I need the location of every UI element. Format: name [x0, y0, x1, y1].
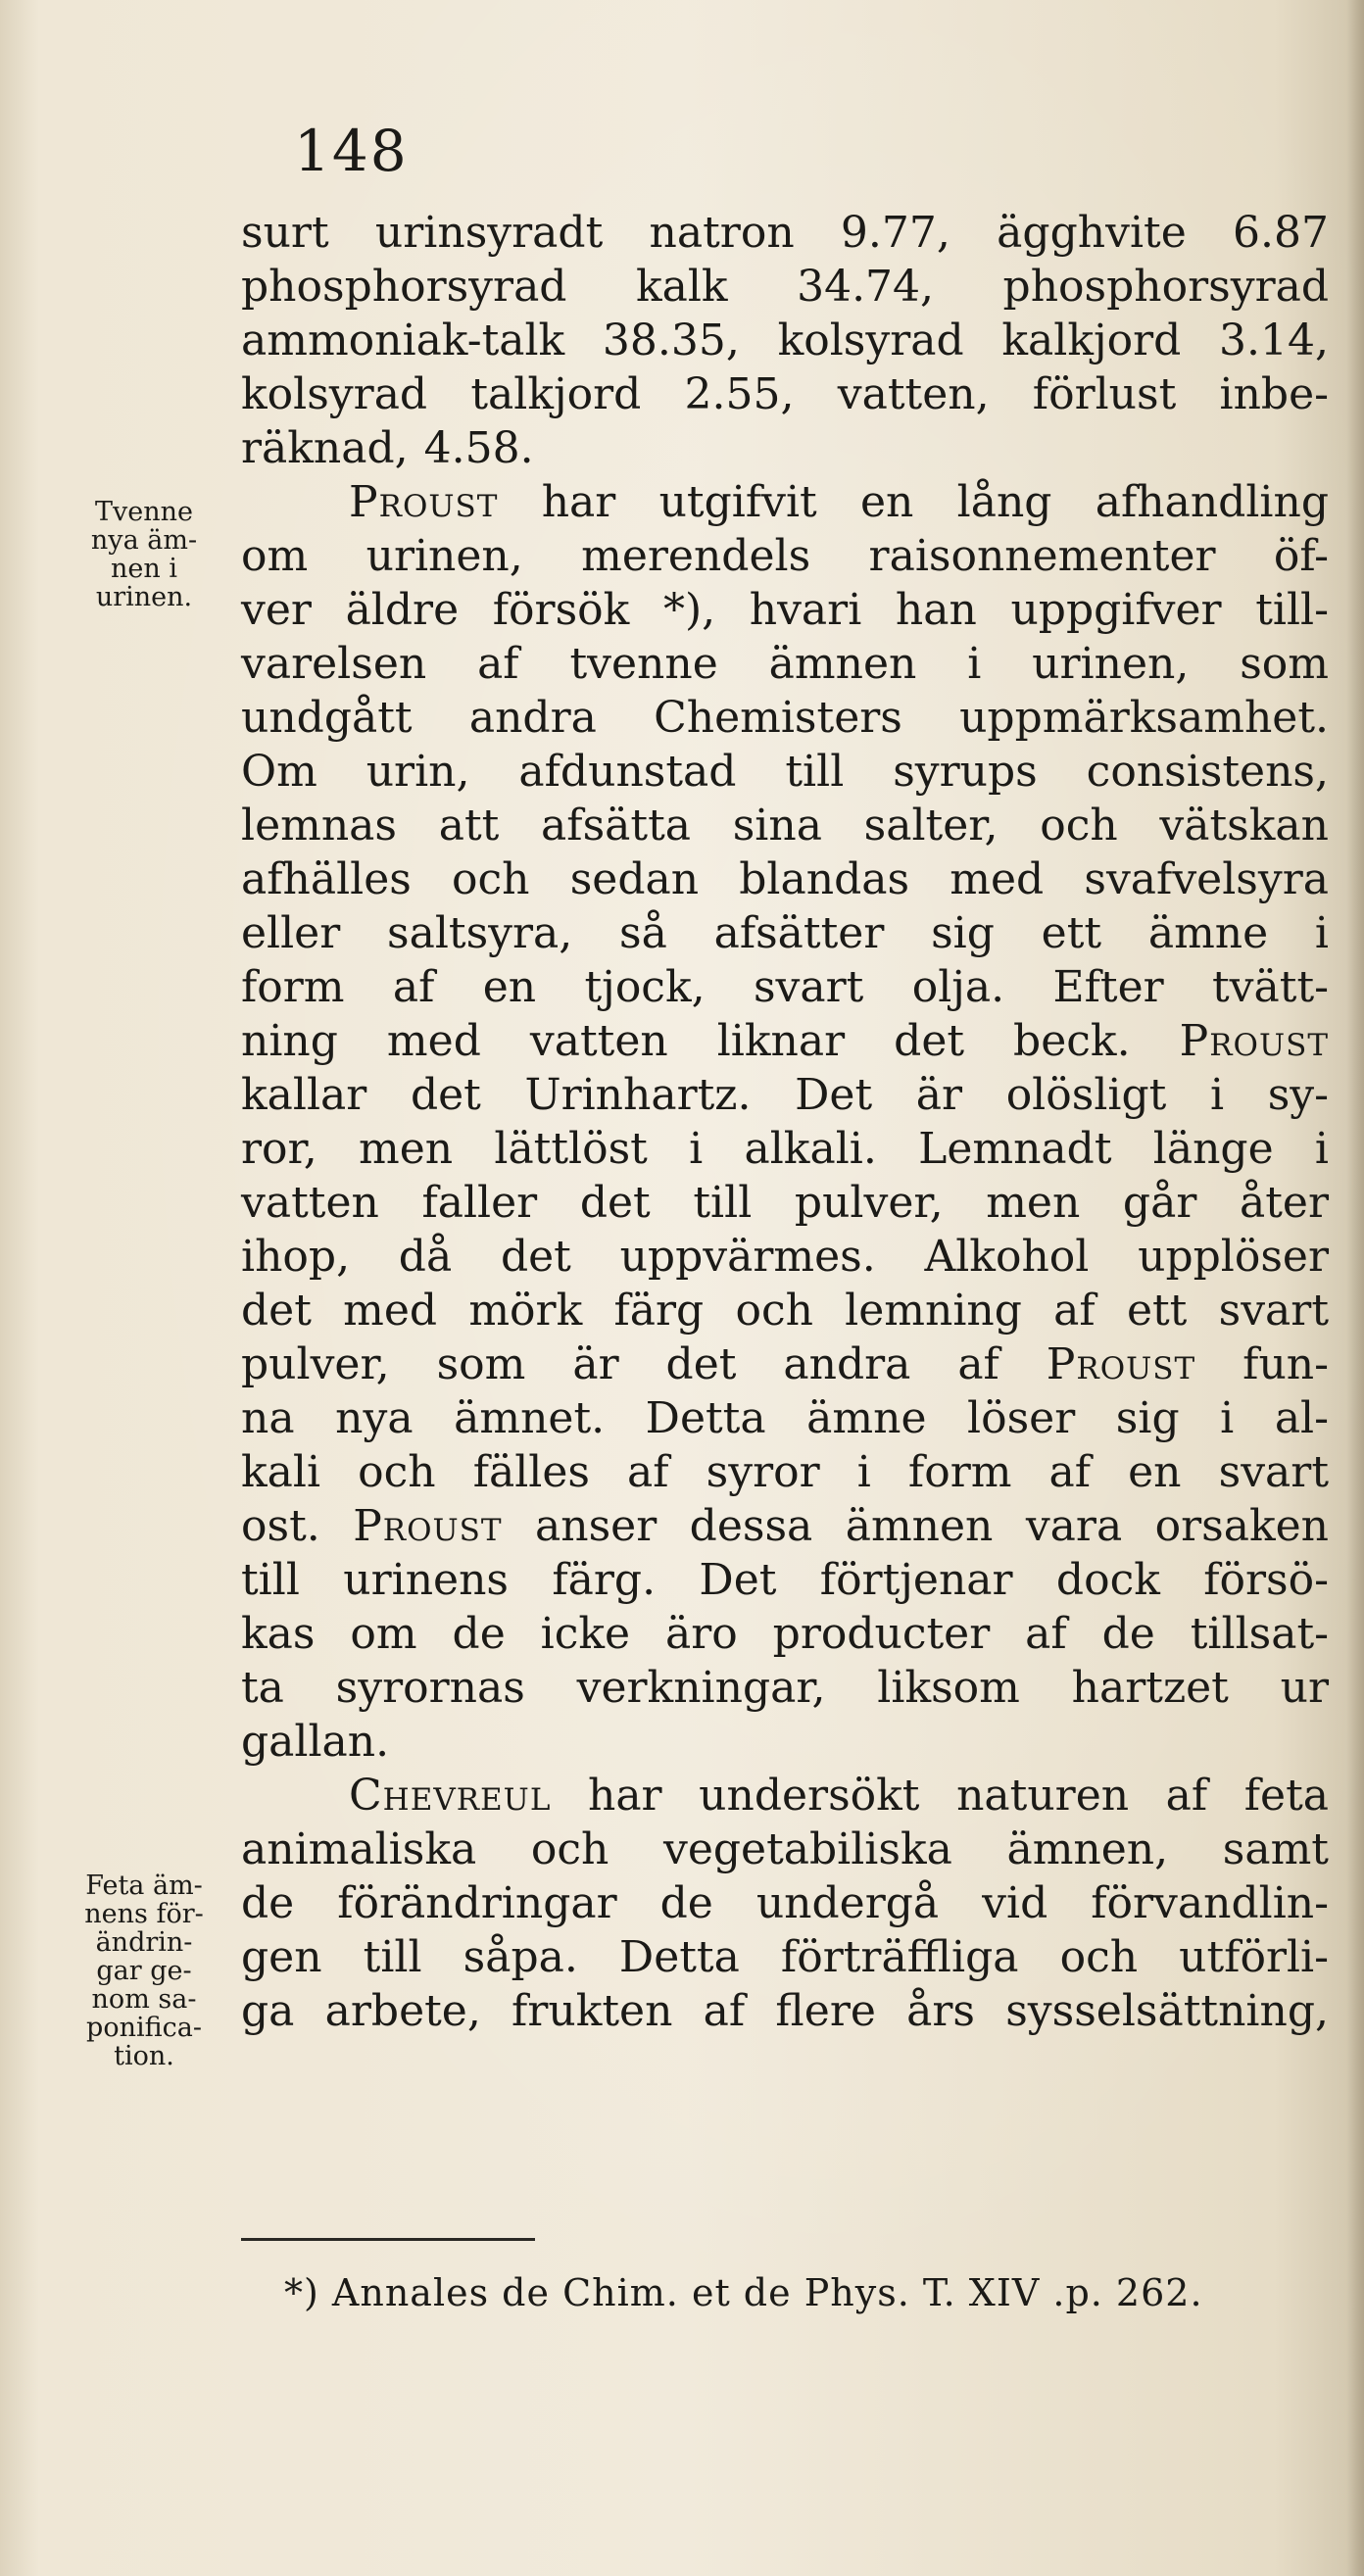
text-line: varelsen af tvenne ämnen i urinen, som: [241, 639, 1329, 689]
text-line: [241, 1499, 1329, 1553]
text-line: surt urinsyradt natron 9.77, ägghvite 6.87: [241, 208, 1329, 258]
text-line: ver äldre försök *), hvari han uppgifver till-: [241, 585, 1329, 635]
text-line: vatten faller det till pulver, men går åter: [241, 1178, 1329, 1228]
margin-note-line: Tvenne: [95, 497, 193, 527]
margin-note-line: nens för-: [84, 1899, 204, 1929]
footnote-divider: [241, 2238, 535, 2241]
text-line: om urinen, merendels raisonnementer öf-: [241, 531, 1329, 581]
margin-note-line: nya äm-: [90, 525, 198, 556]
margin-note-line: nen i: [111, 554, 177, 584]
author-name-proust: Proust: [1046, 1339, 1196, 1389]
text-fragment: fun-: [1242, 1339, 1329, 1389]
text-line: [241, 1014, 1329, 1068]
text-line: det med mörk färg och lemning af ett svart: [241, 1286, 1329, 1336]
text-line: na nya ämnet. Detta ämne löser sig i al-: [241, 1393, 1329, 1443]
text-line: afhälles och sedan blandas med svafvelsyra: [241, 854, 1329, 904]
text-line: undgått andra Chemisters uppmärksamhet.: [241, 693, 1329, 743]
body-text: [241, 206, 1329, 2038]
text-line: eller saltsyra, så afsätter sig ett ämne i: [241, 908, 1329, 958]
text-line: gallan.: [241, 1717, 390, 1767]
author-name-proust: Proust: [1179, 1016, 1329, 1066]
author-name-proust: Proust: [349, 477, 499, 527]
text-fragment: ning med vatten liknar det beck.: [241, 1016, 1131, 1066]
text-line: till urinens färg. Det förtjenar dock försö-: [241, 1555, 1329, 1605]
footnote: *) Annales de Chim. et de Phys. T. XIV .p. 262.: [284, 2271, 1203, 2314]
margin-note-line: nom sa-: [91, 1984, 197, 2015]
text-line: räknad, 4.58.: [241, 423, 534, 473]
text-line: form af en tjock, svart olja. Efter tvätt-: [241, 962, 1329, 1012]
text-line: kallar det Urinhartz. Det är olösligt i sy-: [241, 1070, 1329, 1120]
margin-note-line: ändrin-: [95, 1927, 193, 1958]
text-line: animaliska och vegetabiliska ämnen, samt: [241, 1824, 1329, 1874]
text-line: ta syrornas verkningar, liksom hartzet ur: [241, 1663, 1329, 1713]
paragraph-start-line: [241, 1769, 1329, 1823]
text-line: kali och fälles af syror i form af en svart: [241, 1447, 1329, 1497]
text-fragment: ost.: [241, 1501, 320, 1551]
text-line: [241, 1337, 1329, 1391]
text-line: kolsyrad talkjord 2.55, vatten, förlust inbe-: [241, 369, 1329, 419]
text-line: ihop, då det uppvärmes. Alkohol upplöser: [241, 1232, 1329, 1282]
margin-note-feta-amnen: [51, 1871, 237, 2070]
text-line: ga arbete, frukten af flere års sysselsättning,: [241, 1986, 1329, 2036]
text-fragment: pulver, som är det andra af: [241, 1339, 999, 1389]
text-line: lemnas att afsätta sina salter, och vätskan: [241, 801, 1329, 851]
author-name-chevreul: Chevreul: [349, 1771, 552, 1821]
margin-note-line: ponifica-: [86, 2013, 202, 2043]
page-number: 148: [294, 118, 409, 184]
text-line: kas om de icke äro producter af de tillsat-: [241, 1609, 1329, 1659]
text-line: Om urin, afdunstad till syrups consistens,: [241, 747, 1329, 797]
text-line: gen till såpa. Detta förträffliga och utförli-: [241, 1932, 1329, 1982]
text-line: ammoniak-talk 38.35, kolsyrad kalkjord 3.14,: [241, 316, 1329, 365]
text-line: de förändringar de undergå vid förvandlin-: [241, 1878, 1329, 1928]
margin-note-line: tion.: [114, 2041, 174, 2071]
paragraph-start-line: [241, 475, 1329, 529]
author-name-proust: Proust: [353, 1501, 503, 1551]
margin-note-line: urinen.: [95, 582, 193, 612]
margin-note-line: gar ge-: [96, 1956, 192, 1986]
page-edge-shadow: [1346, 0, 1364, 2576]
margin-note-line: Feta äm-: [85, 1871, 203, 1901]
margin-note-tvenne-nya-amnen: [51, 498, 237, 611]
text-line: ror, men lättlöst i alkali. Lemnadt länge i: [241, 1124, 1329, 1174]
text-fragment: har undersökt naturen af feta: [587, 1771, 1329, 1821]
text-line: phosphorsyrad kalk 34.74, phosphorsyrad: [241, 262, 1329, 312]
text-fragment: anser dessa ämnen vara orsaken: [535, 1501, 1329, 1551]
text-fragment: har utgifvit en lång afhandling: [541, 477, 1329, 527]
